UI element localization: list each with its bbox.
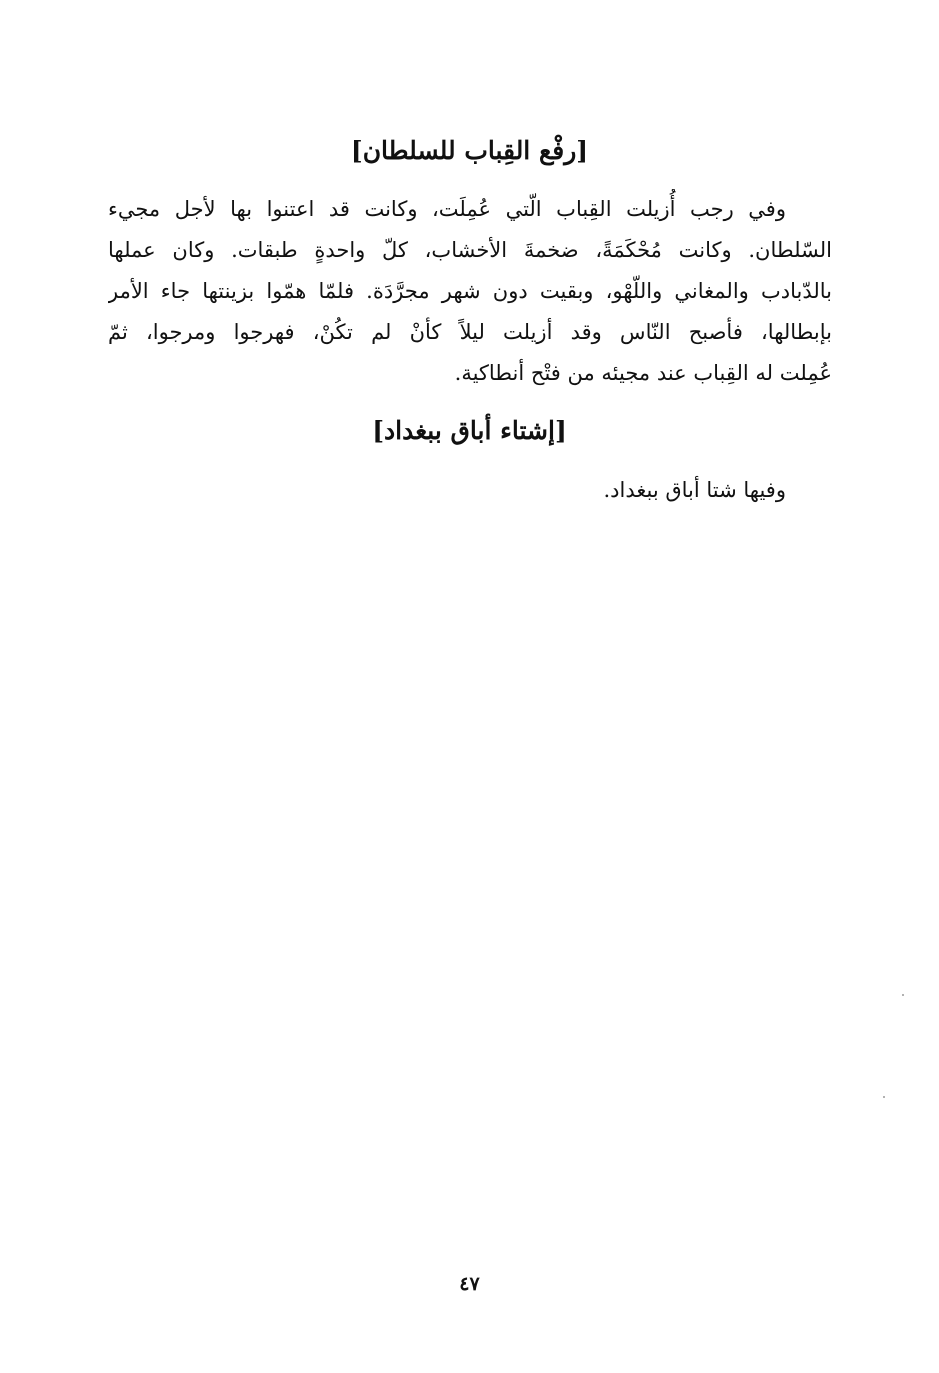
- scan-speck: [902, 994, 904, 996]
- paragraph-domes: [108, 189, 832, 394]
- paragraph-line: بالدّبادب والمغاني واللّهْو، وبقيت دون شهر مجرَّدَة. فلمّا همّوا بزينتها جاء الأمر: [108, 279, 832, 303]
- paragraph-line: السّلطان. وكانت مُحْكَمَةً، ضخمةَ الأخشاب، كلّ واحدةٍ طبقات. وكان عملها: [108, 238, 832, 262]
- paragraph-abaq-winter: [108, 470, 832, 511]
- paragraph-line: عُمِلت له القِباب عند مجيئه من فتْح أنطاكية.: [454, 361, 832, 385]
- scan-speck: [883, 1096, 885, 1098]
- paragraph-line: بإبطالها، فأصبح النّاس وقد أزيلت ليلاً كأنْ لم تكُنْ، فهرجوا ومرجوا، ثمّ: [108, 320, 832, 344]
- page-number: ٤٧: [459, 1273, 480, 1295]
- section-heading-domes: [رفْع القِباب للسلطان]: [350, 136, 589, 165]
- paragraph-line: وفي رجب أُزيلت القِباب الّتي عُمِلَت، وكانت قد اعتنوا بها لأجل مجيء: [108, 197, 786, 221]
- section-heading-abaq-winter: [إشتاء أباق ببغداد]: [372, 416, 567, 445]
- paragraph-line: وفيها شتا أباق ببغداد.: [603, 478, 786, 502]
